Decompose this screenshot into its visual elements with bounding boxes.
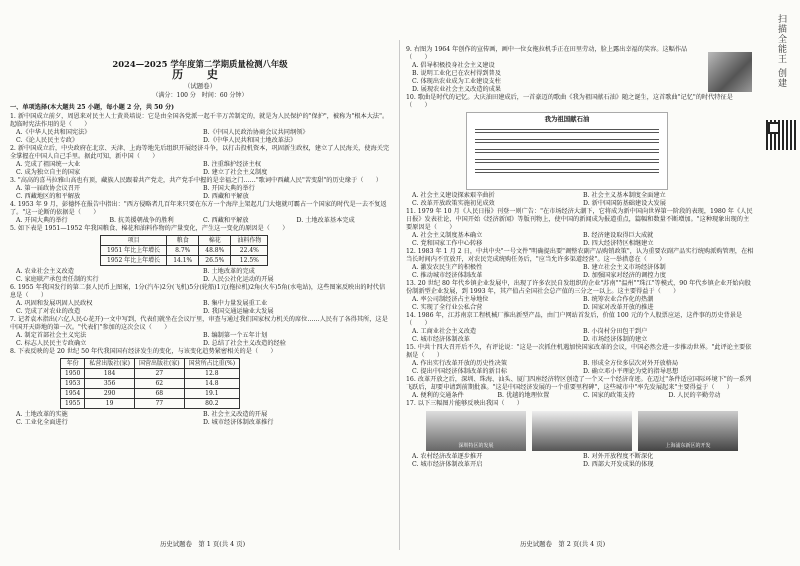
section-title: 一、单项选择(本大题共 25 小题，每小题 2 分，共 50 分) [10, 104, 175, 111]
question-stem: 17. 以下三幅图片能够反映出我国（ ） [406, 400, 523, 407]
option-c: C. 推动城市经济体制改革 [412, 272, 483, 279]
question-8 [10, 348, 390, 427]
option-a: A. 农业社会主义改造 [16, 268, 74, 275]
question-stem: 1. 新中国成立前夕，周恩来对民主人士黄炎培说：它是由全国各党派一起千辛万苦制定的，就是为人民保护的"保护"，被称为"根本大法"。起临时宪法作用的是（ ） [10, 113, 389, 128]
photo-caption: 深圳特区的发展 [458, 443, 494, 449]
option-d: D. 新中国国防基础建设大发展 [583, 200, 666, 207]
option-d: D. 我国交通运输业大发展 [203, 308, 274, 315]
table-header-row [61, 359, 240, 369]
table-cell: 80.2 [184, 399, 239, 409]
question-1 [10, 113, 390, 145]
exam-header: 2024—2025 学年度第二学期质量检测八年级 [112, 59, 288, 69]
table-cell: 12.8 [184, 369, 239, 379]
option-b: B. 社会主义改造的开展 [203, 411, 268, 418]
question-12 [406, 248, 754, 280]
question-17 [406, 400, 754, 469]
shenzhen-photo [426, 411, 526, 451]
question-10 [406, 94, 754, 208]
option-c: C. 提出中国经济体制改革的新目标 [412, 368, 508, 375]
question-9 [406, 46, 754, 94]
option-c: C. 国家的政策支持 [583, 392, 635, 399]
option-a: A. 率公司制经济占主导地位 [412, 296, 489, 303]
option-b: B. 经济建设取得巨大成就 [583, 232, 654, 239]
question-6 [10, 284, 390, 316]
option-a: A. 巩固和发展巩固人民政权 [16, 300, 93, 307]
option-b: B. 对外开放程度不断深化 [583, 453, 654, 460]
question-2 [10, 145, 390, 177]
table-cell: 1955 [61, 399, 85, 409]
question-stem: 15. 中共十四大召开后不久，有评论说："这是一次抓住机遇加快国家改革的会议，中国必然会进一步推动世界。"此评论主要依据是（ ） [406, 344, 752, 359]
option-c: C. 城市经济体制改革开启 [412, 461, 483, 468]
option-c: C. 西藏和平解放 [203, 217, 249, 224]
option-a: A. 第一届政协会议召开 [16, 185, 81, 192]
question-14 [406, 312, 754, 344]
option-d: D. 人民的辛勤劳动 [668, 392, 721, 399]
music-staff [475, 169, 659, 173]
question-stem: 6. 1955 年我国发行的第二套人民币上图案，1分(汽车)2分(飞机)5分(轮船)1元(拖拉机)2角(火车)5角(水电站)，这些图案反映出的时代信息是（ ） [10, 284, 386, 299]
question-stem: 8. 下表反映的是 20 世纪 50 年代我国国有经济发生的变化，与该变化趋势紧密相关的是（ ） [10, 348, 277, 355]
option-c: C. 改革开放政策实施初见成效 [412, 200, 495, 207]
table-cell: 私营出版社(家) [85, 359, 135, 369]
table-cell: 1953 [61, 379, 85, 389]
option-c: C. 成为独立自主的国家 [16, 169, 81, 176]
option-c: C. 家庭联产承包责任制的实行 [16, 276, 99, 283]
data-table [60, 358, 240, 409]
page-footer: 历史试题卷 第 2 页(共 4 页) [520, 540, 606, 548]
option-b: B. 统筹农业合作化的热潮 [583, 296, 654, 303]
question-11 [406, 208, 754, 248]
option-b: B. 注重维护经济主权 [203, 161, 261, 168]
table-cell: 356 [85, 379, 135, 389]
option-a: A. 制定首部社会主义宪法 [16, 332, 87, 339]
option-a: A. 开国大典的举行 [16, 217, 68, 224]
option-d: D. 城市经济体制改革推行 [203, 419, 274, 426]
option-c: C.《论人民民主专政》 [16, 137, 79, 144]
option-a: A. 土地改革的实施 [16, 411, 68, 418]
page-2 [400, 0, 760, 566]
option-c: C. 西藏地区的和平解放 [16, 193, 81, 200]
music-staff [475, 159, 659, 163]
music-staff [475, 139, 659, 143]
option-b: B. 社会主义基本制度全面建立 [583, 192, 666, 199]
option-c: C. 实现了全行业公私合营 [412, 304, 483, 311]
option-b: B. 集中力量发展重工业 [203, 300, 268, 307]
option-d: D. 建立了社会主义制度 [203, 169, 268, 176]
photo-row [426, 411, 754, 451]
option-d: D.《中华人民共和国土地改革法》 [203, 137, 297, 144]
table-cell: 年份 [61, 359, 85, 369]
question-15 [406, 344, 754, 376]
option-d: D. 人民公社化运动的开展 [203, 276, 274, 283]
table-row [61, 379, 240, 389]
table-cell: 62 [134, 379, 184, 389]
exam-score: （满分：100 分 时间：60 分钟） [152, 92, 248, 99]
table-cell: 1954 [61, 389, 85, 399]
exam-tag: （试题卷） [184, 82, 216, 90]
option-b: B. 抗美援朝战争的胜利 [109, 217, 174, 224]
question-stem: 4. 1953 年 9 月，彭德怀在报告中指出："西方侵略者几百年来只要在东方一个海岸上架起几门大炮就可霸占一个国家的时代是一去不复返了。"这一论断的依据是（ ） [10, 201, 387, 216]
option-c: C. 完成了对农业的改造 [16, 308, 81, 315]
table-cell: 1952 年比上年增长 [101, 256, 167, 266]
option-d: D. 展现农业社会主义改造的成果 [412, 86, 502, 93]
table-cell: 14.8 [184, 379, 239, 389]
table-header-row [101, 236, 268, 246]
option-c: C. 体现出农业成为工业建设支柱 [412, 78, 501, 85]
question-stem: 3. "高高的喜马拉雅山高也有顶，藏族人民跟着共产党走，共产党手中握的是幸福之门……"歌词中西藏人民"苦变甜"的历史缘于（ ） [10, 177, 382, 184]
music-staff [475, 149, 659, 153]
table-cell: 1951 年比上年增长 [101, 246, 167, 256]
table-cell: 8.7% [167, 246, 199, 256]
table-row [101, 256, 268, 266]
option-d: D. 市场经济体制的建立 [583, 336, 648, 343]
option-d: D. 国家对改革开放的推进 [583, 304, 654, 311]
question-5 [10, 225, 390, 284]
table-row [61, 399, 240, 409]
option-a: A. 社会主义制度基本确立 [412, 232, 483, 239]
table-row [61, 369, 240, 379]
option-a: A.《中华人民共和国宪法》 [16, 129, 91, 136]
option-d: D. 西部大开发成果的体现 [583, 461, 654, 468]
option-b: B. 说明工业化已在农村得到普及 [412, 70, 501, 77]
question-7 [10, 316, 390, 348]
option-b: B. 开国大典的举行 [203, 185, 255, 192]
question-stem: 7. 记者袁木指出(六亿人民心花开)一文中写到，代表们就坐在会议厅里，审查与通过我们国家权力机关的席位……人民有了各得其所，这是中国开天辟地的第一次。"代表们"参加的这次会议（ ） [10, 316, 388, 331]
table-row [61, 389, 240, 399]
option-a: A. 作出实行改革开放的历史性决策 [412, 360, 508, 367]
photo-caption: 上海浦东新区的开发 [665, 443, 711, 449]
scanner-sidebar [760, 0, 800, 566]
question-stem: 11. 1979 年 10 月《人民日报》刊登一则广告："在市场经济大潮下，它将成为新中国向世界第一阶段的表现，1980 年《人民日报》发表社论，中国开始《经济新闻》等版刊物上，使中国的新闻成为报道重点，篇幅和数量不断增加。"这种现象出现的主要原因是（ ） [406, 208, 753, 231]
option-a: A. 工商业社会主义改造 [412, 328, 477, 335]
question-3 [10, 177, 390, 201]
song-title: 我为祖国献石油 [544, 115, 590, 123]
option-a: A. 社会主义建设探索艰辛曲折 [412, 192, 495, 199]
table-cell: 1950 [61, 369, 85, 379]
option-b: B. 优越的地理位置 [497, 392, 550, 399]
option-a: A. 农村经济改革逐步推开 [412, 453, 483, 460]
option-d: D. 加强国家对经济的调控力度 [583, 272, 666, 279]
question-stem: 12. 1983 年 1 月 2 日，中共中央"一号文件"明确提出要"调整农副产品购销政策"，认为重要农副产品实行统购派购管理，在相当长时间内不宜放开，对农民完成统购任务后，"应当允许多渠道经营"。这一举措意在（ ） [406, 248, 754, 263]
option-b: B. 土地改革的完成 [203, 268, 255, 275]
table-cell: 22.4% [231, 246, 268, 256]
table-cell: 77 [134, 399, 184, 409]
question-13 [406, 280, 754, 312]
question-stem: 9. 右图为 1964 年创作的宣传画，画中一位女拖拉机手正在田里劳动，脸上露出幸福的笑容。这幅作品（ ） [406, 46, 688, 61]
table-cell: 油料作物 [231, 236, 268, 246]
table-cell: 粮食 [167, 236, 199, 246]
data-table [100, 235, 268, 266]
pudong-photo [638, 411, 738, 451]
option-a: A. 激发农民生产的积极性 [412, 264, 483, 271]
table-row [101, 246, 268, 256]
option-d: D. 总结了社会主义改造的经验 [203, 340, 286, 347]
sheet-music-image [466, 112, 668, 190]
option-b: B. 小岗村分田包干到户 [583, 328, 648, 335]
option-d: D. 土地改革基本完成 [296, 217, 355, 224]
option-b: B. 形成全方位多层次对外开放格局 [583, 360, 679, 367]
option-a: A. 便利的交通条件 [412, 392, 464, 399]
page-footer: 历史试题卷 第 1 页(共 4 页) [160, 540, 246, 548]
table-cell: 12.5% [231, 256, 268, 266]
question-4 [10, 201, 390, 225]
question-stem: 2. 新中国成立后，中央政府在北京、天津、上海等地先后组织开展经济斗争，以打击投机资本，巩固新生政权，建立了人民海关，使海关完全掌握在中国人自己手里。据此可知，新中国（ ） [10, 145, 390, 160]
table-cell: 国营所占比重(%) [184, 359, 239, 369]
propaganda-poster-image [708, 52, 752, 92]
table-cell: 48.8% [199, 246, 231, 256]
option-c: C. 工业化全面进行 [16, 419, 68, 426]
table-cell: 68 [134, 389, 184, 399]
option-a: A. 倡导积极投身社会主义建设 [412, 62, 495, 69]
table-cell: 290 [85, 389, 135, 399]
option-b: B. 建立社会主义市场经济体制 [583, 264, 666, 271]
table-cell: 184 [85, 369, 135, 379]
option-c: C. 党和国家工作中心转移 [412, 240, 483, 247]
question-stem: 13. 20 世纪 80 年代乡镇企业发展中，出现了许多农民自发组织的企业"苏南""温州""珠江"等模式，90 年代乡镇企业开始向股份制新型企业发展，到 1993 年，其产值占全国社会总产值的三分之一以上。这主要得益于（ ） [406, 280, 751, 295]
option-d: D. 四大经济特区相继建立 [583, 240, 654, 247]
qr-code-icon [766, 120, 796, 150]
option-c: C. 城市经济体制改革 [412, 336, 470, 343]
option-d: D. 确立邓小平理论为党的指导思想 [583, 368, 679, 375]
table-cell: 14.1% [167, 256, 199, 266]
city-photo [532, 411, 632, 451]
option-b: B. 编制第一个五年计划 [203, 332, 268, 339]
question-stem: 14. 1986 年，江苏南京工程机械厂推出新型产品，由门户网站首发后，价值 100 元的个人股票应运，这件事的历史背景是（ ） [406, 312, 743, 327]
table-cell: 26.5% [199, 256, 231, 266]
question-stem: 5. 如下表是 1951—1952 年我国粮食、棉花和油料作物的产量变化，产生这一变化的原因是（ ） [10, 225, 289, 232]
option-a: A. 完成了祖国统一大业 [16, 161, 81, 168]
question-stem: 16. 改革开放之后，深圳、珠海、汕头、厦门四座经济特区创造了一个又一个经济奇迹。在迈过"条件适应国际环境下"的一系列飞跃后，却要申请到前期批准。"这是中国经济发展的一个重要里程碑"，这些城市中"率先发展起来"主要得益于（ ） [406, 376, 752, 391]
option-c: C. 标志人民民主专政确立 [16, 340, 87, 347]
option-d: D. 西藏和平解放 [203, 193, 249, 200]
table-cell: 国营出版社(家) [134, 359, 184, 369]
question-16 [406, 376, 754, 400]
exam-subject: 历 史 [172, 68, 228, 81]
table-cell: 19.1 [184, 389, 239, 399]
table-cell: 19 [85, 399, 135, 409]
table-cell: 项目 [101, 236, 167, 246]
table-cell: 棉花 [199, 236, 231, 246]
scanner-watermark: 扫描全能王 创建 [776, 14, 786, 88]
table-cell: 27 [134, 369, 184, 379]
question-stem: 10. 歌曲是时代的记忆。大庆油田建成后，一首豪迈的歌曲《我为祖国献石油》随之诞生，这首歌曲"记忆"的时代特征是（ ） [406, 94, 733, 109]
music-staff [475, 129, 659, 133]
option-b: B.《中国人民政治协商会议共同纲领》 [203, 129, 309, 136]
